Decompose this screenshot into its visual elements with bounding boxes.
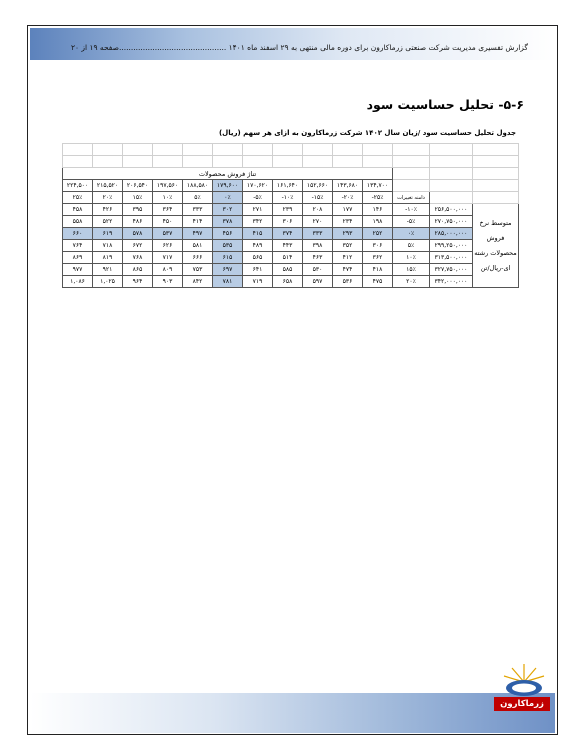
eps-value-cell: ۴۲۶: [93, 204, 123, 216]
empty-cell: [473, 168, 519, 180]
side-label: متوسط نرخ فروش محصولات رشته ای-ریال/تن: [473, 204, 519, 288]
tonnage-cell: ۲۰۶,۵۴۰: [123, 180, 153, 192]
empty-cell: [393, 144, 430, 156]
eps-value-cell: ۳۶۲: [363, 252, 393, 264]
eps-value-cell: ۶۴۱: [243, 264, 273, 276]
empty-cell: [63, 156, 93, 168]
empty-cell: [93, 156, 123, 168]
price-cell: ۲۷۰,۷۵۰,۰۰۰: [430, 216, 473, 228]
eps-value-cell: ۵۶۵: [243, 252, 273, 264]
empty-cell: [93, 144, 123, 156]
empty-cell: [430, 168, 473, 180]
empty-cell: [363, 144, 393, 156]
sensitivity-table: [62, 143, 519, 288]
price-row: [63, 252, 519, 264]
eps-value-cell: ۲۳۴: [333, 216, 363, 228]
eps-value-cell: ۶۶۶: [183, 252, 213, 264]
eps-value-cell: ۲۷۱: [243, 204, 273, 216]
tonnage-change-cell: -۱۰٪: [273, 192, 303, 204]
eps-value-cell: ۳۷۸: [213, 216, 243, 228]
price-cell: ۳۲۷,۷۵۰,۰۰۰: [430, 264, 473, 276]
tonnage-change-cell: -۱۵٪: [303, 192, 333, 204]
tonnage-change-cell: ۰٪: [213, 192, 243, 204]
empty-cell: [63, 144, 93, 156]
eps-value-cell: ۷۱۷: [153, 252, 183, 264]
empty-cell: [183, 156, 213, 168]
eps-value-cell: ۴۸۹: [243, 240, 273, 252]
empty-cell: [473, 156, 519, 168]
tonnage-change-cell: -۲۰٪: [333, 192, 363, 204]
tonnage-cell: ۱۷۹,۶۰۰: [213, 180, 243, 192]
eps-value-cell: ۴۵۰: [153, 216, 183, 228]
eps-value-cell: ۶۹۷: [213, 264, 243, 276]
eps-value-cell: ۲۳۹: [273, 204, 303, 216]
empty-cell: [473, 180, 519, 192]
eps-value-cell: ۴۵۸: [63, 204, 93, 216]
eps-value-cell: ۱۹۸: [363, 216, 393, 228]
eps-value-cell: ۲۷۰: [303, 216, 333, 228]
eps-value-cell: ۵۱۴: [273, 252, 303, 264]
price-change-cell: ۵٪: [393, 240, 430, 252]
empty-cell: [473, 192, 519, 204]
table-header-row: [63, 168, 519, 180]
eps-value-cell: ۳۴۲: [243, 216, 273, 228]
eps-value-cell: ۳۹۸: [303, 240, 333, 252]
price-change-cell: ۲۰٪: [393, 276, 430, 288]
eps-value-cell: ۴۷۴: [333, 264, 363, 276]
price-cell: ۳۴۲,۰۰۰,۰۰۰: [430, 276, 473, 288]
table-caption: جدول تحلیل حساسیت سود /زیان سال ۱۴۰۲ شرکت زرماکارون به ازای هر سهم (ریال): [218, 129, 516, 137]
tonnage-cell: ۱۷۰,۶۲۰: [243, 180, 273, 192]
eps-value-cell: ۴۶۳: [303, 252, 333, 264]
eps-value-cell: ۲۵۲: [363, 228, 393, 240]
empty-cell: [430, 156, 473, 168]
price-cell: ۲۵۶,۵۰۰,۰۰۰: [430, 204, 473, 216]
price-change-cell: ۰٪: [393, 228, 430, 240]
range-label: دامنه تغییرات: [393, 192, 430, 204]
eps-value-cell: ۵۳۰: [303, 264, 333, 276]
eps-value-cell: ۴۴۳: [273, 240, 303, 252]
eps-value-cell: ۳۰۲: [213, 204, 243, 216]
eps-value-cell: ۴۸۶: [123, 216, 153, 228]
eps-value-cell: ۵۵۸: [63, 216, 93, 228]
eps-value-cell: ۴۵۶: [213, 228, 243, 240]
empty-cell: [153, 156, 183, 168]
volume-header: تناژ فروش محصولات: [63, 168, 393, 180]
eps-value-cell: ۶۲۶: [153, 240, 183, 252]
eps-value-cell: ۳۶۴: [153, 204, 183, 216]
tonnage-change-cell: ۲۵٪: [63, 192, 93, 204]
eps-value-cell: ۸۶۵: [123, 264, 153, 276]
eps-value-cell: ۴۱۵: [243, 228, 273, 240]
price-row: [63, 216, 519, 228]
eps-value-cell: ۸۱۹: [93, 252, 123, 264]
tonnage-cell: ۱۴۳,۶۸۰: [333, 180, 363, 192]
price-change-cell: -۱۰٪: [393, 204, 430, 216]
empty-cell: [430, 144, 473, 156]
eps-value-cell: ۳۵۲: [333, 240, 363, 252]
eps-value-cell: ۶۷۲: [123, 240, 153, 252]
eps-value-cell: ۲۹۳: [333, 228, 363, 240]
empty-cell: [303, 144, 333, 156]
eps-value-cell: ۶۵۸: [273, 276, 303, 288]
tonnage-change-cell: ۱۵٪: [123, 192, 153, 204]
tonnage-change-row: [63, 192, 519, 204]
eps-value-cell: ۴۷۵: [363, 276, 393, 288]
eps-value-cell: ۱۴۶: [363, 204, 393, 216]
eps-value-cell: ۴۱۴: [183, 216, 213, 228]
empty-cell: [393, 156, 430, 168]
eps-value-cell: ۹۲۱: [93, 264, 123, 276]
empty-cell: [213, 156, 243, 168]
price-change-cell: ۱۵٪: [393, 264, 430, 276]
tonnage-cell: ۱۳۴,۷۰۰: [363, 180, 393, 192]
section-title: ۵-۶- تحلیل حساسیت سود: [366, 97, 524, 112]
tonnage-cell: ۲۲۴,۵۰۰: [63, 180, 93, 192]
empty-cell: [393, 168, 430, 180]
empty-cell: [123, 144, 153, 156]
tonnage-cell: ۱۸۸,۵۸۰: [183, 180, 213, 192]
eps-value-cell: ۱,۰۲۵: [93, 276, 123, 288]
eps-value-cell: ۴۱۸: [363, 264, 393, 276]
eps-value-cell: ۵۳۷: [153, 228, 183, 240]
tonnage-change-cell: ۱۰٪: [153, 192, 183, 204]
eps-value-cell: ۳۰۶: [273, 216, 303, 228]
eps-value-cell: ۶۱۵: [213, 252, 243, 264]
eps-value-cell: ۷۵۳: [183, 264, 213, 276]
eps-value-cell: ۸۶۹: [63, 252, 93, 264]
eps-value-cell: ۳۰۶: [363, 240, 393, 252]
eps-value-cell: ۵۳۵: [213, 240, 243, 252]
tonnage-cell: ۱۶۱,۶۴۰: [273, 180, 303, 192]
tonnage-cell: ۱۵۲,۶۶۰: [303, 180, 333, 192]
tonnage-change-cell: ۲۰٪: [93, 192, 123, 204]
eps-value-cell: ۹۰۳: [153, 276, 183, 288]
eps-value-cell: ۳۹۵: [123, 204, 153, 216]
eps-value-cell: ۳۳۳: [303, 228, 333, 240]
eps-value-cell: ۹۶۴: [123, 276, 153, 288]
eps-value-cell: ۷۱۸: [93, 240, 123, 252]
empty-cell: [243, 144, 273, 156]
eps-value-cell: ۵۹۷: [303, 276, 333, 288]
empty-cell: [363, 156, 393, 168]
empty-cell: [213, 144, 243, 156]
eps-value-cell: ۴۹۷: [183, 228, 213, 240]
tonnage-change-cell: -۲۵٪: [363, 192, 393, 204]
tonnage-cell: ۱۹۷,۵۶۰: [153, 180, 183, 192]
page-header: گزارش تفسیری مدیریت شرکت صنعتی زرماکارون برای دوره مالی منتهی به ۲۹ اسفند ماه ۱۴۰۱ .............................................صفحه ۱۹ از ۲۰: [70, 43, 528, 52]
eps-value-cell: ۳۷۴: [273, 228, 303, 240]
eps-value-cell: ۷۶۸: [123, 252, 153, 264]
eps-value-cell: ۵۲۲: [93, 216, 123, 228]
price-row: [63, 228, 519, 240]
empty-cell: [303, 156, 333, 168]
eps-value-cell: ۸۴۲: [183, 276, 213, 288]
price-cell: ۲۸۵,۰۰۰,۰۰۰: [430, 228, 473, 240]
empty-cell: [123, 156, 153, 168]
empty-cell: [430, 180, 473, 192]
eps-value-cell: ۹۷۷: [63, 264, 93, 276]
tonnage-row: [63, 180, 519, 192]
price-cell: ۳۱۳,۵۰۰,۰۰۰: [430, 252, 473, 264]
eps-value-cell: ۷۱۹: [243, 276, 273, 288]
eps-value-cell: ۲۰۸: [303, 204, 333, 216]
empty-cell: [333, 156, 363, 168]
empty-cell: [273, 156, 303, 168]
tonnage-change-cell: -۵٪: [243, 192, 273, 204]
price-change-cell: ۱۰٪: [393, 252, 430, 264]
eps-value-cell: ۱,۰۸۶: [63, 276, 93, 288]
empty-cell: [273, 144, 303, 156]
tonnage-cell: ۲۱۵,۵۲۰: [93, 180, 123, 192]
footer-band: [30, 693, 555, 733]
eps-value-cell: ۵۸۱: [183, 240, 213, 252]
empty-cell: [183, 144, 213, 156]
table-spacer-row: [63, 156, 519, 168]
empty-cell: [243, 156, 273, 168]
brand-label: زرماکارون: [494, 697, 550, 711]
eps-value-cell: ۵۳۶: [333, 276, 363, 288]
tonnage-change-cell: ۵٪: [183, 192, 213, 204]
price-row: [63, 264, 519, 276]
eps-value-cell: ۷۸۱: [213, 276, 243, 288]
eps-value-cell: ۴۱۲: [333, 252, 363, 264]
price-change-cell: -۵٪: [393, 216, 430, 228]
price-cell: ۲۹۹,۲۵۰,۰۰۰: [430, 240, 473, 252]
price-row: [63, 240, 519, 252]
eps-value-cell: ۸۰۹: [153, 264, 183, 276]
eps-value-cell: ۶۱۹: [93, 228, 123, 240]
empty-cell: [473, 144, 519, 156]
eps-value-cell: ۳۳۳: [183, 204, 213, 216]
empty-cell: [393, 180, 430, 192]
table-spacer-row: [63, 144, 519, 156]
price-row: [63, 276, 519, 288]
empty-cell: [333, 144, 363, 156]
empty-cell: [153, 144, 183, 156]
eps-value-cell: ۱۷۷: [333, 204, 363, 216]
eps-value-cell: ۷۶۴: [63, 240, 93, 252]
eps-value-cell: ۶۶۰: [63, 228, 93, 240]
empty-cell: [430, 192, 473, 204]
eps-value-cell: ۵۷۸: [123, 228, 153, 240]
eps-value-cell: ۵۸۵: [273, 264, 303, 276]
price-row: [63, 204, 519, 216]
